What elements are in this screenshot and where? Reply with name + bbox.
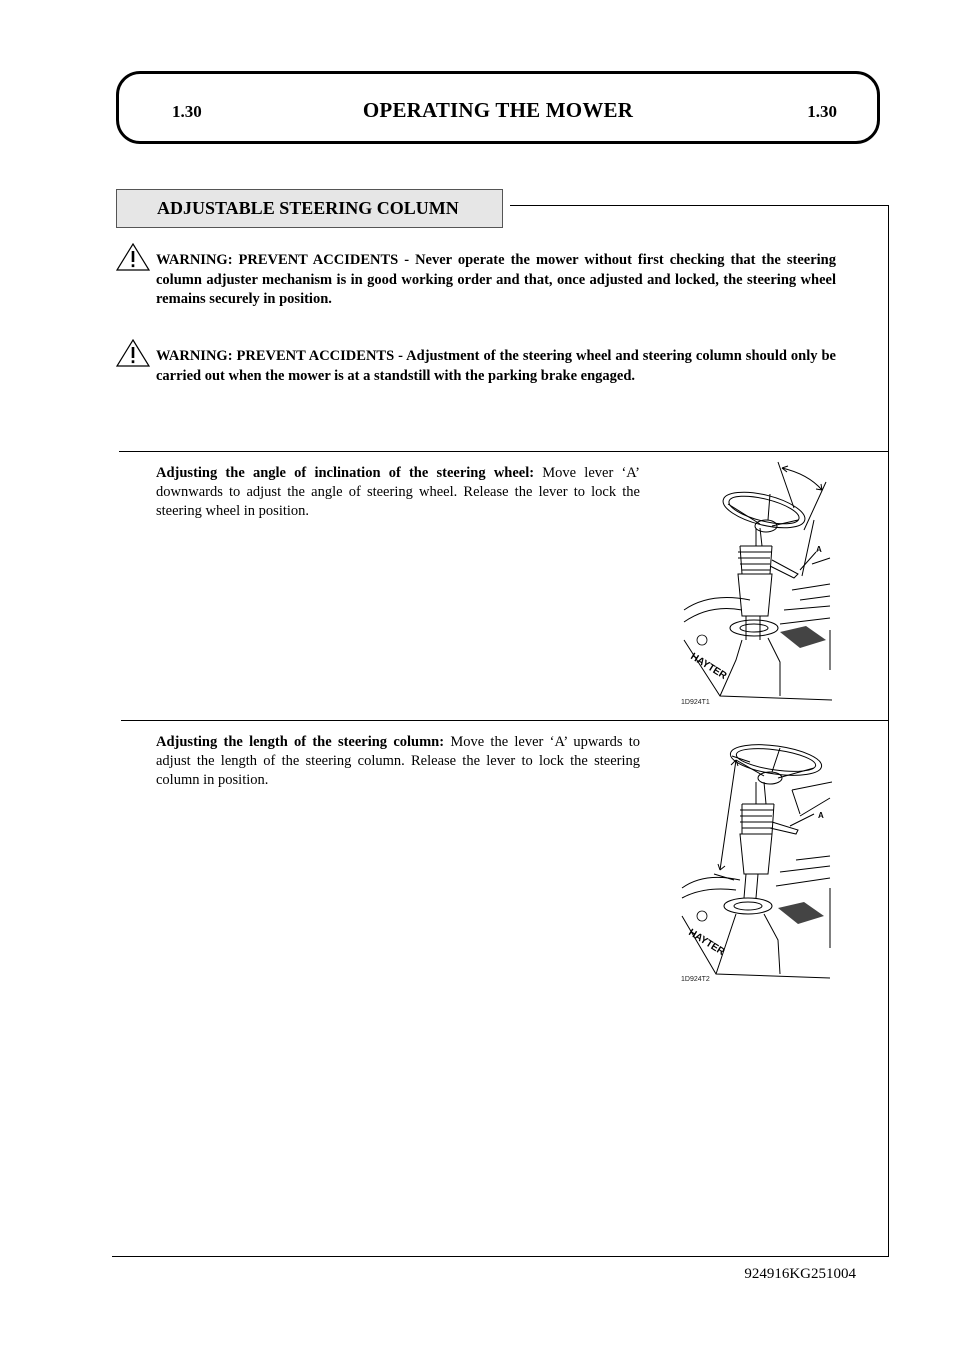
warning-triangle-icon <box>116 243 150 271</box>
page-header <box>116 71 880 144</box>
step-heading: Adjusting the length of the steering column: <box>156 734 445 750</box>
step-body: Move the lever ‘A’ upwards to adjust the length of the steering column. Release the lever to lock the steering column in position. <box>156 734 640 788</box>
frame-right-rule <box>888 205 889 1256</box>
figure-code: 1D924T1 <box>681 699 710 706</box>
warning-text: WARNING: PREVENT ACCIDENTS - Never operate the mower without first checking that the steering column adjuster mechanism is in good working order and that, once adjusted and locked, the steering wheel remains securely in position. <box>156 252 836 307</box>
section-heading-box <box>116 189 503 228</box>
section-number-right: 1.30 <box>807 102 837 121</box>
step-body: Move lever ‘A’ downwards to adjust the angle of steering wheel. Release the lever to lock the steering wheel in position. <box>156 465 640 519</box>
section-heading: ADJUSTABLE STEERING COLUMN <box>157 198 459 218</box>
figure-label: A <box>816 545 822 554</box>
step-2-text <box>156 733 640 790</box>
steering-angle-illustration <box>680 460 832 704</box>
warning-1 <box>116 251 836 310</box>
brand-logo: HAYTER <box>688 651 729 682</box>
frame-top-rule <box>510 205 889 206</box>
step-1-text <box>156 464 640 521</box>
steering-length-illustration <box>680 738 832 982</box>
document-code: 924916KG251004 <box>744 1266 856 1282</box>
brand-logo: HAYTER <box>686 927 727 958</box>
page-title: OPERATING THE MOWER <box>362 98 634 122</box>
warning-triangle-icon <box>116 339 150 367</box>
footer-rule <box>112 1256 889 1257</box>
section-number-left: 1.30 <box>172 102 202 121</box>
warning-text: WARNING: PREVENT ACCIDENTS - Adjustment of the steering wheel and steering column should only be carried out when the mower is at a standstill with the parking brake engaged. <box>156 348 836 384</box>
divider <box>121 720 889 721</box>
divider <box>119 451 889 452</box>
step-heading: Adjusting the angle of inclination of the steering wheel: <box>156 465 535 481</box>
figure-label: A <box>818 811 824 820</box>
warning-2 <box>116 347 836 386</box>
figure-code: 1D924T2 <box>681 976 710 983</box>
